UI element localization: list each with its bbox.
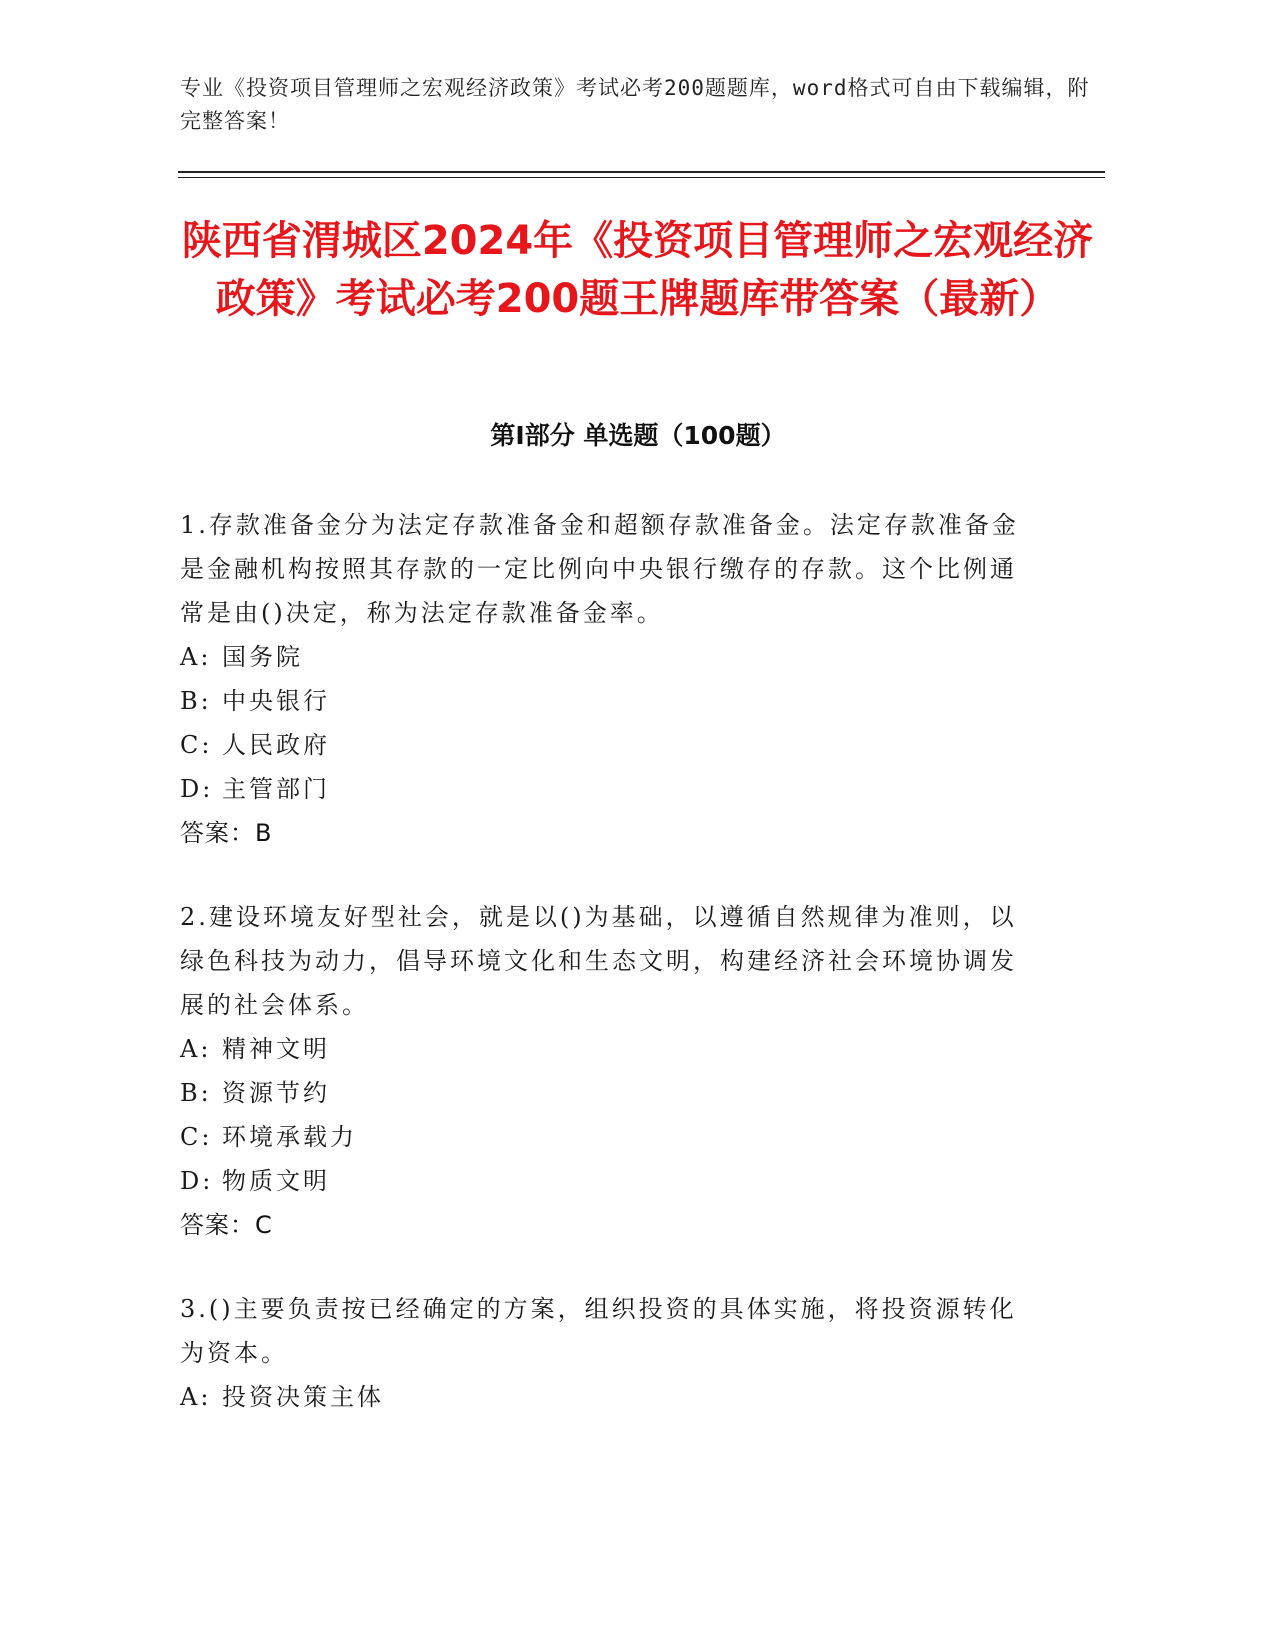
question-1 bbox=[180, 503, 1020, 855]
option-key: A: bbox=[180, 1035, 212, 1063]
option-d bbox=[180, 1159, 1020, 1203]
option-a bbox=[180, 1375, 1020, 1419]
section-title: 第Ⅰ部分 单选题（100题） bbox=[490, 421, 786, 450]
option-c bbox=[180, 1115, 1020, 1159]
option-text: 国务院 bbox=[222, 643, 303, 671]
option-text: 人民政府 bbox=[222, 731, 330, 759]
question-list bbox=[180, 503, 1020, 1459]
option-a bbox=[180, 635, 1020, 679]
option-text: 物质文明 bbox=[222, 1167, 330, 1195]
option-key: B: bbox=[180, 1079, 212, 1107]
question-stem: 1.存款准备金分为法定存款准备金和超额存款准备金。法定存款准备金是金融机构按照其存款的一定比例向中央银行缴存的存款。这个比例通常是由()决定，称为法定存款准备金率。 bbox=[180, 511, 1019, 627]
question-stem: 2.建设环境友好型社会，就是以()为基础，以遵循自然规律为准则，以绿色科技为动力，倡导环境文化和生态文明，构建经济社会环境协调发展的社会体系。 bbox=[180, 903, 1017, 1019]
question-stem: 3.()主要负责按已经确定的方案，组织投资的具体实施，将投资源转化为资本。 bbox=[180, 1295, 1017, 1367]
question-2 bbox=[180, 895, 1020, 1247]
answer: 答案：C bbox=[180, 1211, 273, 1239]
option-text: 中央银行 bbox=[222, 687, 330, 715]
option-c bbox=[180, 723, 1020, 767]
document-title: 陕西省渭城区2024年《投资项目管理师之宏观经济政策》考试必考200题王牌题库带答案（最新） bbox=[181, 218, 1094, 322]
header-divider-thin bbox=[178, 177, 1105, 178]
option-b bbox=[180, 679, 1020, 723]
option-b bbox=[180, 1071, 1020, 1115]
option-key: C: bbox=[180, 731, 213, 759]
option-a bbox=[180, 1027, 1020, 1071]
option-key: C: bbox=[180, 1123, 213, 1151]
header-divider-thick bbox=[178, 171, 1105, 173]
option-key: D: bbox=[180, 775, 214, 803]
option-text: 投资决策主体 bbox=[222, 1383, 384, 1411]
option-key: A: bbox=[180, 643, 212, 671]
option-text: 主管部门 bbox=[222, 775, 330, 803]
option-text: 精神文明 bbox=[222, 1035, 330, 1063]
option-key: A: bbox=[180, 1383, 212, 1411]
header-note: 专业《投资项目管理师之宏观经济政策》考试必考200题题库，word格式可自由下载编辑，附完整答案！ bbox=[180, 76, 1090, 133]
option-key: D: bbox=[180, 1167, 214, 1195]
option-key: B: bbox=[180, 687, 212, 715]
option-text: 环境承载力 bbox=[222, 1123, 357, 1151]
question-3 bbox=[180, 1287, 1020, 1419]
option-d bbox=[180, 767, 1020, 811]
option-text: 资源节约 bbox=[222, 1079, 330, 1107]
answer: 答案：B bbox=[180, 819, 273, 847]
